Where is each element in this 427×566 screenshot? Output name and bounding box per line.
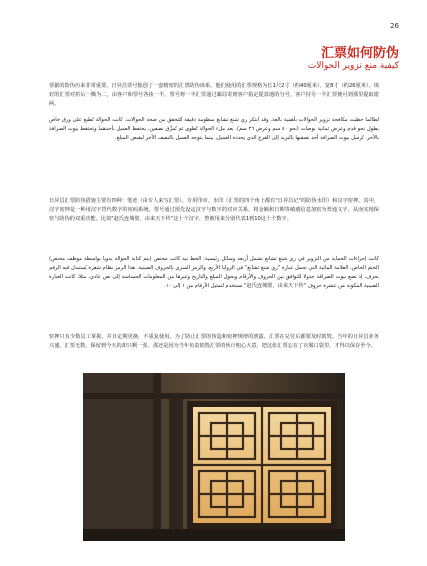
heading-chinese: 汇票如何防伪 <box>320 46 399 61</box>
paragraph-1-chinese: 票据的防伪历来非常重要。日昇昌票号独创了一套精密的汇票防伪体系。他们使用的汇票规格为长1尺2寸（约40厘米）、宽8寸（约26厘米）。填好的汇票对折后一撕为二，由客户和票号各执一半。票号将一半汇票通过邮局寄到客户指定提款地的分号，客户持另一半汇票便可到那里提取银两。 <box>49 83 379 107</box>
page-number: 26 <box>390 22 399 30</box>
interior-window-photo <box>83 373 345 541</box>
paragraph-2-arabic: كانت إجراءات الحماية من التزوير في ري شنغ تشانغ تشمل أربعة وسائل رئيسية: الخط بيد كاتب مختص (يتم كتابة الحوالة يدويا بواسطة موظف مختص) الختم الخاص، العلامة المائية التي تحمل عبارة "ري شنغ تشانغ" في الزوايا الأربع، والرمز السري بالحروف الصينية. هذا الرمز نظام شفرة يُستبدل فيه الرقم بحرف، إذ تضع بيوت الصرافة جدولا للتوافق بين الحروف والأرقام ويحول المبلغ والتاريخ وغيرها من المعلومات الحساسة إلى نص عادي. مثلا، كانت العبارة الصينية المكونة من عشرة حروف "赵氏连城璧，由来天下传" تستخدم لتمثيل الأرقام من ١ إلى ١٠. <box>49 256 379 289</box>
heading-arabic: كيفية منع تزوير الحوالات <box>307 61 399 71</box>
paragraph-3-chinese: 密押只有少数员工掌握，并且定期更换，不重复使用。为了防止汇票的伪造和密押规律的泄露，汇票在兑付后都要及时销毁。当年的日昇昌业务兴盛，汇票无数，保留到今天的却只剩一张。那还是因为当年负责销毁汇票的伙计粗心大意，把这张汇票忘在了衣服口袋里，才得以保存至今。 <box>49 334 379 349</box>
paragraph-1-arabic: لطالما حظيت مكافحة تزوير الحوالات بأهمية بالغة. وقد ابتكر ري شنغ تشانغ منظومة دقيقة للتحقق من صحة الحوالات. كانت الحوالة تُطبع على ورق خاص بطول نحو قدم وعرض ثمانية بوصات (نحو ٤٠ سم وعرض ٢٦ سم). بعد ملء الحوالة تُطوى ثم تُمزَّق نصفين، يحتفظ العميل بأحدهما وتحتفظ بيوت الصرافة بالآخر. تُرسل بيوت الصرافة أحد نصفيها بالبريد إلى الفرع الذي يحدده العميل، بينما يتوجه العميل بالنصف الآخر ليقبض المبلغ. <box>49 117 379 141</box>
paragraph-2-chinese: 日昇昌汇票防伪措施主要有四种：笔迹（由专人来写汇票）、专用印章、水印（汇票的四个角上都有"日昇昌记"的防伪水印）和汉字密押。其中，汉字密押是一种用汉字替代数字的密码系统。票号通过预先设定汉字与数字的对应关系，将金额和日期等敏感信息加密为普通文字，从而实现保密与防伪的双重功能。比如"赵氏连城璧，由来天下传"这十个汉字，曾被用来分别代表1到10这十个数字。 <box>49 198 379 222</box>
